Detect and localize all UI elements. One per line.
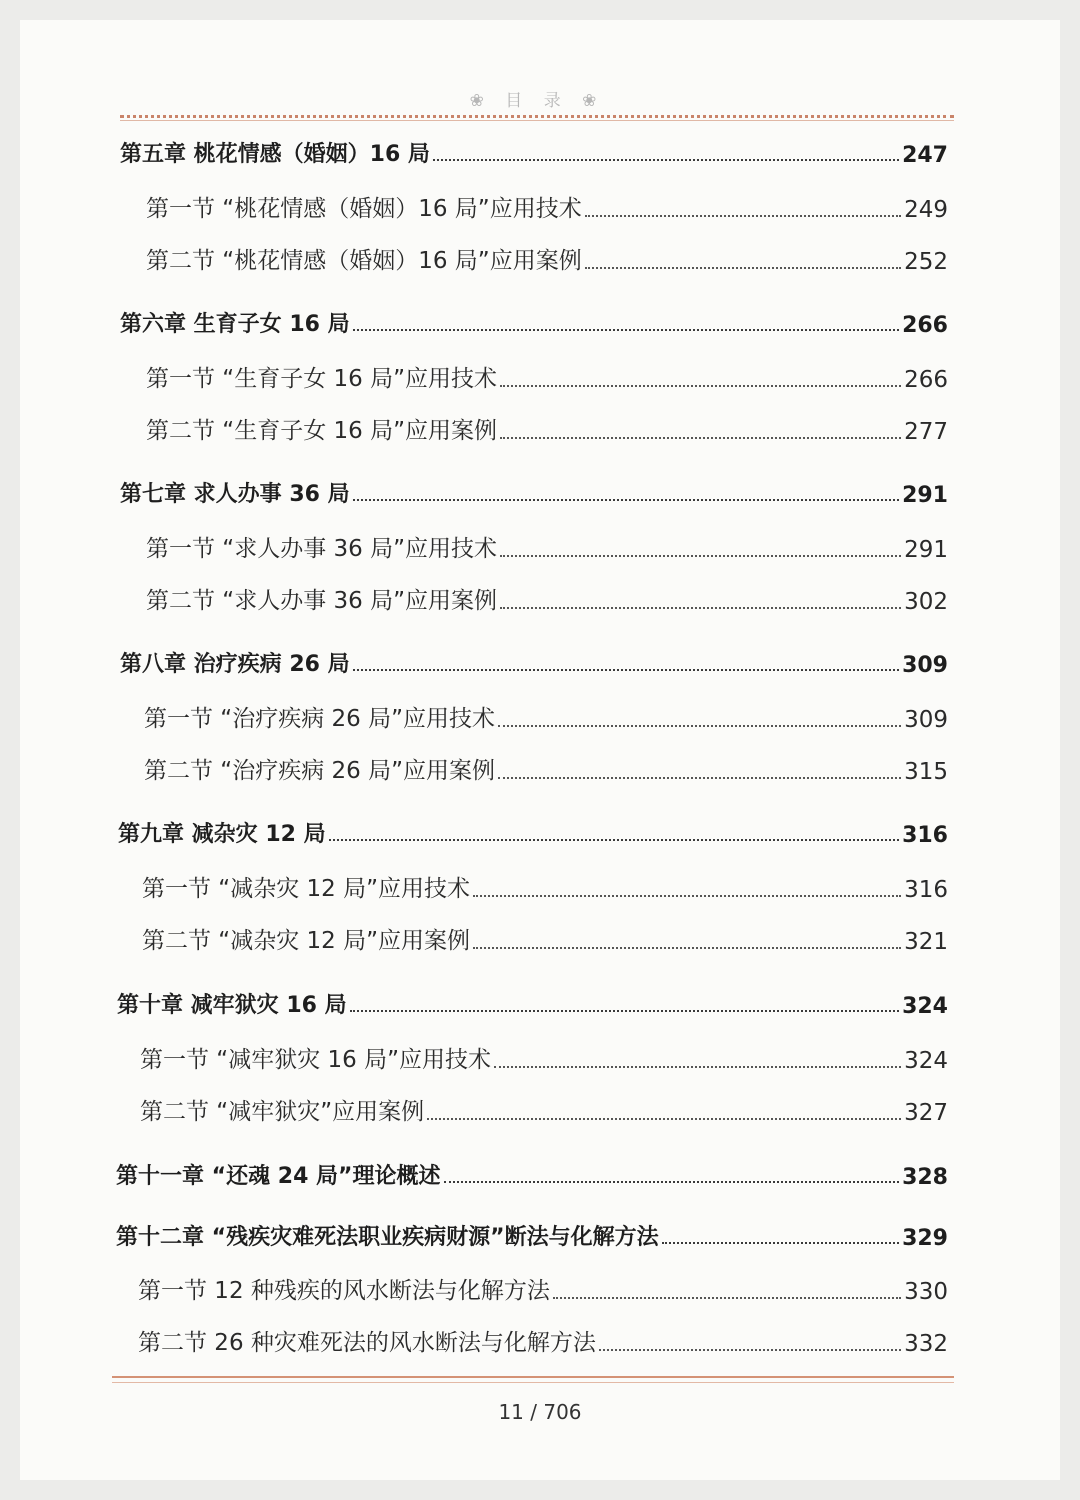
toc-title: 第十一章 “还魂 24 局”理论概述 xyxy=(116,1164,441,1189)
toc-page: 329 xyxy=(902,1226,948,1251)
toc-chapter-5[interactable] xyxy=(120,134,948,168)
toc-section[interactable] xyxy=(138,1323,948,1357)
toc-title: 第五章 桃花情感（婚姻）16 局 xyxy=(120,142,430,167)
toc-title: 第二节 “减杂灾 12 局”应用案例 xyxy=(142,928,471,954)
footer-rule-thin xyxy=(112,1382,954,1383)
running-header: ❀ 目 录 ❀ xyxy=(469,91,605,111)
toc-page: 291 xyxy=(904,537,948,563)
toc-section[interactable] xyxy=(146,581,948,615)
toc-title: 第一节 “求人办事 36 局”应用技术 xyxy=(146,536,498,562)
toc-page: 321 xyxy=(904,929,948,955)
toc-section[interactable] xyxy=(142,921,948,955)
toc-section[interactable] xyxy=(142,869,948,903)
toc-leader xyxy=(353,669,899,671)
header-rule xyxy=(120,120,954,121)
toc-title: 第二节 “治疗疾病 26 局”应用案例 xyxy=(144,758,496,784)
toc-leader xyxy=(494,1066,901,1068)
toc-page: 309 xyxy=(904,707,948,733)
toc-chapter-9[interactable] xyxy=(118,814,948,848)
toc-leader xyxy=(329,839,899,841)
toc-page: 328 xyxy=(902,1165,948,1190)
toc-page: 291 xyxy=(902,483,948,508)
toc-leader xyxy=(585,215,901,217)
toc-page: 302 xyxy=(904,589,948,615)
toc-page: 252 xyxy=(904,249,948,275)
toc-page: 315 xyxy=(904,759,948,785)
toc-leader xyxy=(427,1118,901,1120)
toc-chapter-10[interactable] xyxy=(117,985,948,1019)
document-page xyxy=(20,20,1060,1480)
toc-page: 247 xyxy=(902,143,948,168)
toc-title: 第二节 “减牢狱灾”应用案例 xyxy=(140,1099,425,1125)
toc-title: 第一节 “生育子女 16 局”应用技术 xyxy=(146,366,498,392)
toc-leader xyxy=(444,1181,900,1183)
toc-section[interactable] xyxy=(140,1040,948,1074)
toc-leader xyxy=(553,1297,901,1299)
toc-section[interactable] xyxy=(138,1271,948,1305)
toc-section[interactable] xyxy=(144,751,948,785)
toc-page: 277 xyxy=(904,419,948,445)
toc-page: 249 xyxy=(904,197,948,223)
toc-page: 266 xyxy=(902,313,948,338)
toc-leader xyxy=(500,607,901,609)
toc-title: 第一节 “桃花情感（婚姻）16 局”应用技术 xyxy=(146,196,582,222)
toc-leader xyxy=(473,947,901,949)
toc-page: 330 xyxy=(904,1279,948,1305)
toc-page: 324 xyxy=(902,994,948,1019)
toc-leader xyxy=(353,499,899,501)
toc-leader xyxy=(500,437,901,439)
toc-leader xyxy=(498,777,901,779)
toc-title: 第七章 求人办事 36 局 xyxy=(120,482,350,507)
toc-chapter-11[interactable] xyxy=(116,1156,948,1190)
toc-leader xyxy=(500,555,901,557)
toc-leader xyxy=(585,267,901,269)
toc-title: 第一节 12 种残疾的风水断法与化解方法 xyxy=(138,1278,550,1304)
toc-page: 316 xyxy=(902,823,948,848)
toc-chapter-12[interactable] xyxy=(116,1217,948,1251)
toc-title: 第八章 治疗疾病 26 局 xyxy=(120,652,350,677)
toc-page: 309 xyxy=(902,653,948,678)
toc-title: 第九章 减杂灾 12 局 xyxy=(118,822,326,847)
toc-title: 第六章 生育子女 16 局 xyxy=(120,312,350,337)
toc-leader xyxy=(500,385,901,387)
toc-chapter-6[interactable] xyxy=(120,304,948,338)
toc-title: 第一节 “减牢狱灾 16 局”应用技术 xyxy=(140,1047,492,1073)
toc-page: 316 xyxy=(904,877,948,903)
toc-leader xyxy=(473,895,901,897)
toc-title: 第一节 “治疗疾病 26 局”应用技术 xyxy=(144,706,496,732)
footer-rule xyxy=(112,1376,954,1378)
header-rule-dotted xyxy=(120,115,954,118)
toc-chapter-7[interactable] xyxy=(120,474,948,508)
toc-leader xyxy=(662,1242,899,1244)
toc-leader xyxy=(433,159,899,161)
toc-section[interactable] xyxy=(146,241,948,275)
page-counter: 11 / 706 xyxy=(498,1400,582,1424)
toc-section[interactable] xyxy=(146,359,948,393)
toc-title: 第十章 减牢狱灾 16 局 xyxy=(117,993,347,1018)
toc-page: 266 xyxy=(904,367,948,393)
toc-section[interactable] xyxy=(146,529,948,563)
toc-title: 第二节 26 种灾难死法的风水断法与化解方法 xyxy=(138,1330,596,1356)
toc-title: 第十二章 “残疾灾难死法职业疾病财源”断法与化解方法 xyxy=(116,1225,659,1250)
toc-title: 第一节 “减杂灾 12 局”应用技术 xyxy=(142,876,471,902)
toc-section[interactable] xyxy=(140,1092,948,1126)
toc-leader xyxy=(599,1349,901,1351)
toc-title: 第二节 “求人办事 36 局”应用案例 xyxy=(146,588,498,614)
toc-section[interactable] xyxy=(146,411,948,445)
toc-chapter-8[interactable] xyxy=(120,644,948,678)
toc-page: 332 xyxy=(904,1331,948,1357)
toc-leader xyxy=(353,329,899,331)
toc-page: 327 xyxy=(904,1100,948,1126)
toc-title: 第二节 “桃花情感（婚姻）16 局”应用案例 xyxy=(146,248,582,274)
toc-leader xyxy=(498,725,901,727)
toc-section[interactable] xyxy=(144,699,948,733)
toc-section[interactable] xyxy=(146,189,948,223)
toc-title: 第二节 “生育子女 16 局”应用案例 xyxy=(146,418,498,444)
toc-leader xyxy=(350,1010,899,1012)
toc-page: 324 xyxy=(904,1048,948,1074)
